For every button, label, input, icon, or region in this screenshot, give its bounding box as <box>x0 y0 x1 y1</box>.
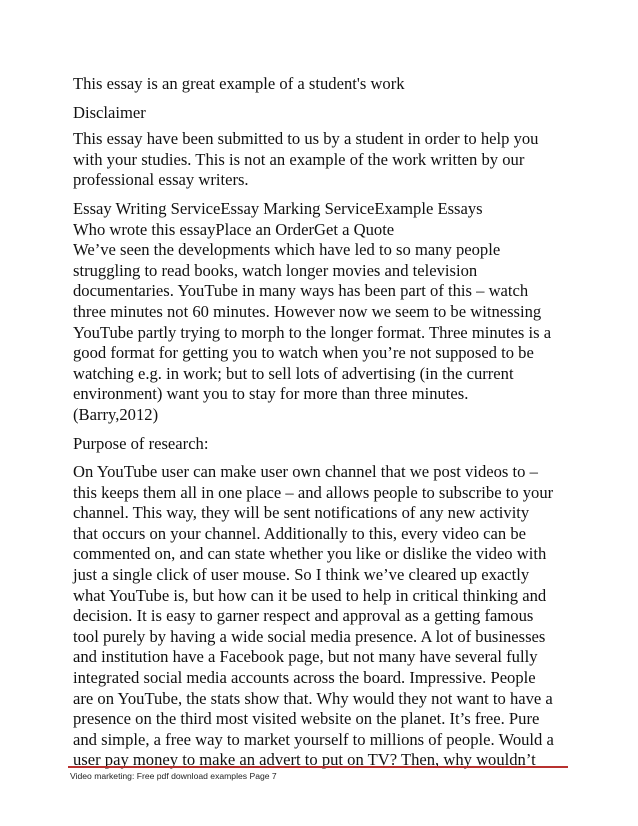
body-paragraph: We’ve seen the developments which have led to so many people struggling to read books, watch longer movies and television documentaries. YouTube in many ways has been part of this – watch three minutes not 60 minutes. However now we seem to be witnessing YouTube partly trying to morph to the longer format. Three minutes is a good format for getting you to watch when you’re not supposed to be watching e.g. in work; but to sell lots of advertising (in the current environment) want you to stay for more than three minutes. (Barry,2012) <box>73 240 552 424</box>
disclaimer-title: Disclaimer <box>73 102 146 122</box>
section-paragraph: On YouTube user can make user own channel that we post videos to – this keeps them all in one place – and allows people to subscribe to your channel. This way, they will be sent notifications of any new activity that occurs on your channel. Additionally to this, every video can be commented on, and can state whether you like or dislike the video with just a single click of user mouse. So I think we’ve cleared up exactly what YouTube is, but how can it be used to help in critical thinking and decision. It is easy to garner respect and approval as a getting famous tool purely by having a wide social media presence. A lot of businesses and institution have a Facebook page, but not many have several fully integrated social media accounts across the board. Impressive. People are on YouTube, the stats show that. Why would they not want to have a presence on the third most visited website on the planet. It’s free. Pure and simple, a free way to market yourself to millions of people. Would a user pay money to make an advert to put on TV? Then, why wouldn’t <box>73 462 554 770</box>
disclaimer-text: This essay have been submitted to us by a student in order to help you with your studies. This is not an example of the work written by our professional essay writers. <box>73 129 539 190</box>
footer-text: Video marketing: Free pdf download examples Page 7 <box>70 771 277 781</box>
page-content <box>73 74 573 771</box>
service-links-line: Essay Writing ServiceEssay Marking ServiceExample Essays Who wrote this essayPlace an OrderGet a Quote <box>73 198 483 239</box>
essay-heading: This essay is an great example of a student's work <box>73 74 405 93</box>
footer-rule <box>68 766 568 768</box>
section-title: Purpose of research: <box>73 433 209 453</box>
